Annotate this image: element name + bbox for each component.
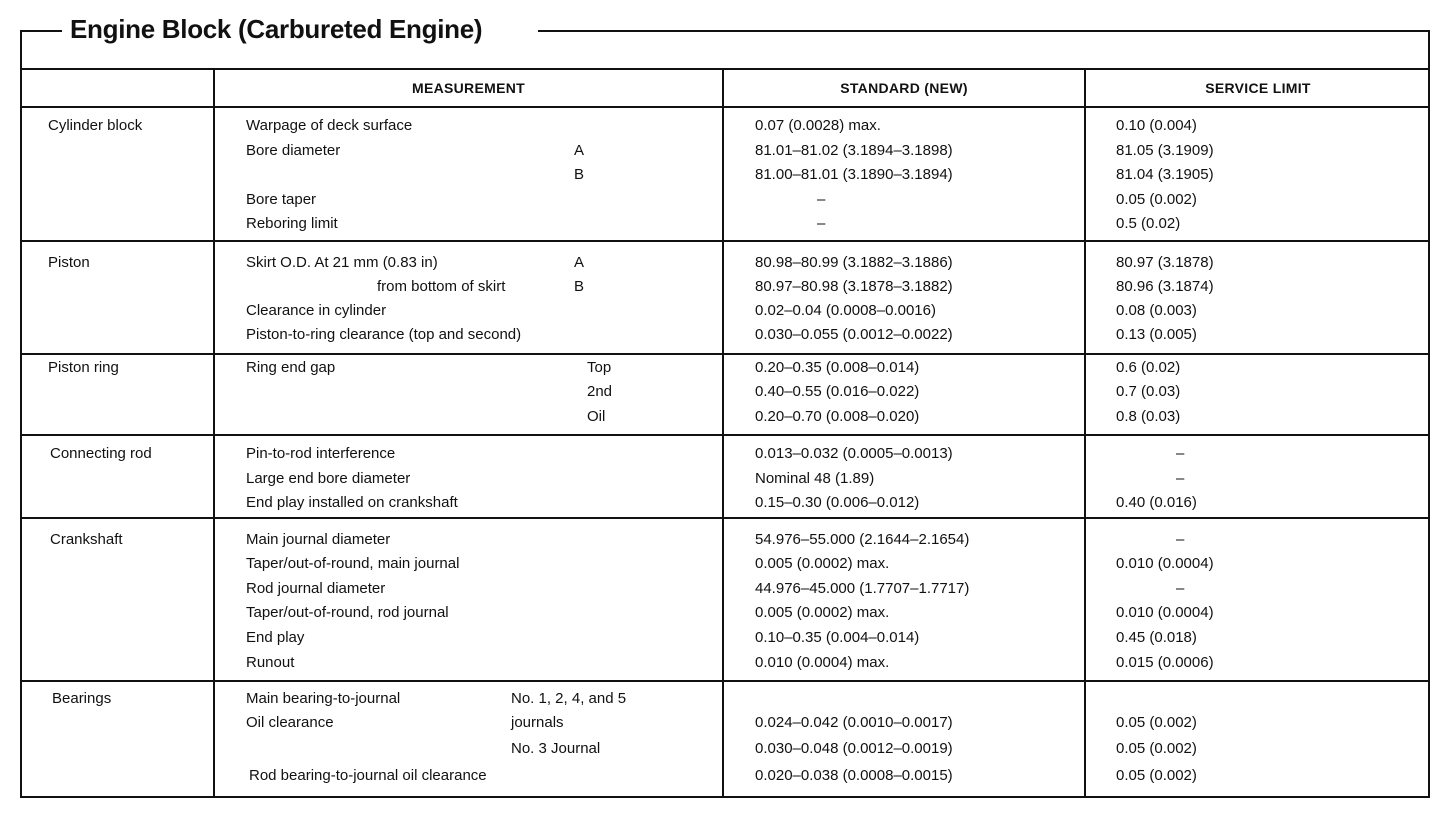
measurement-cell: Taper/out-of-round, rod journal <box>246 604 449 621</box>
sub-label-cell: B <box>574 278 585 295</box>
column-divider-2 <box>722 68 724 798</box>
limit-cell: 0.8 (0.03) <box>1116 408 1181 425</box>
measurement-cell: Taper/out-of-round, main journal <box>246 555 460 572</box>
limit-cell: – <box>1176 470 1185 487</box>
limit-cell: 0.7 (0.03) <box>1116 383 1181 400</box>
row-divider <box>20 434 1430 436</box>
limit-cell: – <box>1176 445 1185 462</box>
limit-cell: 81.05 (3.1909) <box>1116 142 1214 159</box>
standard-cell: 80.98–80.99 (3.1882–3.1886) <box>755 254 953 271</box>
standard-cell: – <box>817 191 826 208</box>
measurement-cell: Rod journal diameter <box>246 580 386 597</box>
measurement-cell: End play <box>246 629 305 646</box>
measurement-cell: Piston-to-ring clearance (top and second) <box>246 326 522 343</box>
standard-cell: 44.976–45.000 (1.7707–1.7717) <box>755 580 970 597</box>
measurement-cell: Ring end gap <box>246 359 336 376</box>
measurement-cell: Clearance in cylinder <box>246 302 387 319</box>
row-divider <box>20 517 1430 519</box>
column-divider-3 <box>1084 68 1086 798</box>
measurement-cell: Large end bore diameter <box>246 470 411 487</box>
measurement-cell: Runout <box>246 654 295 671</box>
sub-label-cell: A <box>574 142 585 159</box>
standard-cell: Nominal 48 (1.89) <box>755 470 875 487</box>
measurement-cell: Oil clearance <box>246 714 334 731</box>
limit-cell: 0.05 (0.002) <box>1116 191 1197 208</box>
standard-cell: 54.976–55.000 (2.1644–2.1654) <box>755 531 970 548</box>
limit-cell: 80.97 (3.1878) <box>1116 254 1214 271</box>
standard-cell: 0.20–0.70 (0.008–0.020) <box>755 408 920 425</box>
measurement-cell: Rod bearing-to-journal oil clearance <box>249 767 487 784</box>
row-divider <box>20 240 1430 242</box>
standard-cell: 0.02–0.04 (0.0008–0.0016) <box>755 302 936 319</box>
section-label-crankshaft: Crankshaft <box>50 531 123 548</box>
page-title: Engine Block (Carbureted Engine) <box>70 14 483 44</box>
standard-cell: 0.07 (0.0028) max. <box>755 117 881 134</box>
standard-cell: 0.020–0.038 (0.0008–0.0015) <box>755 767 953 784</box>
standard-cell: 81.01–81.02 (3.1894–3.1898) <box>755 142 953 159</box>
standard-cell: 0.005 (0.0002) max. <box>755 604 890 621</box>
column-divider-1 <box>213 68 215 798</box>
measurement-cell: Pin-to-rod interference <box>246 445 396 462</box>
measurement-cell: Bore taper <box>246 191 317 208</box>
limit-cell: 0.05 (0.002) <box>1116 714 1197 731</box>
standard-cell: 0.030–0.055 (0.0012–0.0022) <box>755 326 953 343</box>
limit-cell: 0.08 (0.003) <box>1116 302 1197 319</box>
standard-cell: – <box>817 215 826 232</box>
measurement-cell: Warpage of deck surface <box>246 117 413 134</box>
row-divider <box>20 353 1430 355</box>
limit-cell: 0.5 (0.02) <box>1116 215 1181 232</box>
header-service-limit: SERVICE LIMIT <box>1205 80 1311 96</box>
standard-cell: 0.010 (0.0004) max. <box>755 654 890 671</box>
standard-cell: 0.013–0.032 (0.0005–0.0013) <box>755 445 953 462</box>
header-measurement: MEASUREMENT <box>412 80 525 96</box>
limit-cell: 80.96 (3.1874) <box>1116 278 1214 295</box>
standard-cell: 0.15–0.30 (0.006–0.012) <box>755 494 920 511</box>
measurement-cell: Reboring limit <box>246 215 338 232</box>
sub-label-cell: Oil <box>587 408 606 425</box>
limit-cell: 0.010 (0.0004) <box>1116 604 1214 621</box>
sub-label-cell: 2nd <box>587 383 613 400</box>
limit-cell: 0.05 (0.002) <box>1116 740 1197 757</box>
limit-cell: 0.45 (0.018) <box>1116 629 1197 646</box>
sub-label-cell: No. 3 Journal <box>511 740 601 757</box>
standard-cell: 0.10–0.35 (0.004–0.014) <box>755 629 920 646</box>
standard-cell: 0.024–0.042 (0.0010–0.0017) <box>755 714 953 731</box>
limit-cell: 81.04 (3.1905) <box>1116 166 1214 183</box>
sub-label-cell: A <box>574 254 585 271</box>
limit-cell: 0.10 (0.004) <box>1116 117 1197 134</box>
limit-cell: 0.13 (0.005) <box>1116 326 1197 343</box>
standard-cell: 81.00–81.01 (3.1890–3.1894) <box>755 166 953 183</box>
measurement-cell: from bottom of skirt <box>377 278 506 295</box>
sub-label-cell: No. 1, 2, 4, and 5 <box>511 690 627 707</box>
table-frame <box>20 30 1430 798</box>
limit-cell: 0.015 (0.0006) <box>1116 654 1214 671</box>
section-label-connecting-rod: Connecting rod <box>50 445 152 462</box>
section-label-piston: Piston <box>48 254 90 271</box>
standard-cell: 0.005 (0.0002) max. <box>755 555 890 572</box>
sub-label-cell: journals <box>511 714 564 731</box>
measurement-cell: End play installed on crankshaft <box>246 494 458 511</box>
limit-cell: – <box>1176 531 1185 548</box>
section-label-piston-ring: Piston ring <box>48 359 119 376</box>
limit-cell: – <box>1176 580 1185 597</box>
measurement-cell: Main bearing-to-journal <box>246 690 401 707</box>
sub-label-cell: B <box>574 166 585 183</box>
sub-label-cell: Top <box>587 359 612 376</box>
limit-cell: 0.010 (0.0004) <box>1116 555 1214 572</box>
measurement-cell: Main journal diameter <box>246 531 391 548</box>
measurement-cell: Bore diameter <box>246 142 341 159</box>
section-label-cylinder-block: Cylinder block <box>48 117 143 134</box>
standard-cell: 0.030–0.048 (0.0012–0.0019) <box>755 740 953 757</box>
limit-cell: 0.6 (0.02) <box>1116 359 1181 376</box>
standard-cell: 80.97–80.98 (3.1878–3.1882) <box>755 278 953 295</box>
standard-cell: 0.20–0.35 (0.008–0.014) <box>755 359 920 376</box>
header-standard: STANDARD (NEW) <box>840 80 968 96</box>
limit-cell: 0.05 (0.002) <box>1116 767 1197 784</box>
row-divider <box>20 680 1430 682</box>
measurement-cell: Skirt O.D. At 21 mm (0.83 in) <box>246 254 438 271</box>
standard-cell: 0.40–0.55 (0.016–0.022) <box>755 383 920 400</box>
section-label-bearings: Bearings <box>52 690 112 707</box>
limit-cell: 0.40 (0.016) <box>1116 494 1197 511</box>
